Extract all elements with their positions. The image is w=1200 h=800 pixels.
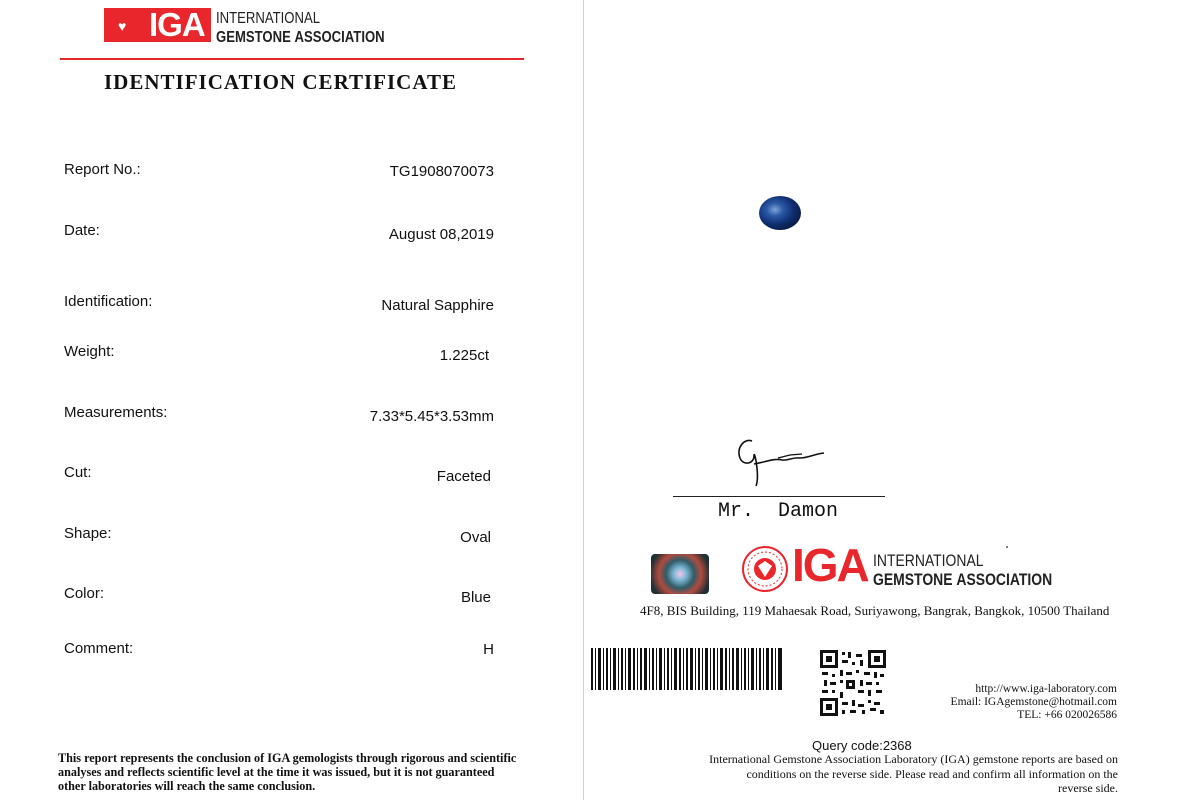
signatory-name: Mr. Damon <box>718 500 839 523</box>
diamond-icon: ♥ <box>118 18 127 34</box>
logo-name-association: ASSOCIATION <box>294 29 385 46</box>
report-notice <box>600 752 1118 796</box>
shape-label: Shape: <box>64 525 112 542</box>
disclaimer-line2-bold: analyses and reflects scientific level at the time it was issued, but it is not guaranteed <box>58 765 495 779</box>
notice-line2: conditions on the reverse side. Please read and confirm all information on the <box>746 766 1118 781</box>
iga-seal-icon <box>741 545 789 593</box>
measurements-label: Measurements: <box>64 404 168 421</box>
report-no-label: Report No.: <box>64 161 141 178</box>
logo-name-line2 <box>216 28 385 47</box>
iga-logo-mark-large: IGA <box>792 539 868 591</box>
email-text: Email: IGAgemstone@hotmail.com <box>950 696 1117 708</box>
date-value: August 08,2019 <box>388 226 494 243</box>
weight-value: 1.225ct <box>439 347 489 364</box>
cut-value: Faceted <box>436 468 491 485</box>
disclaimer-line1-bold: This report represents <box>58 751 174 765</box>
logo-name-gemstone: GEMSTONE <box>216 29 291 46</box>
identification-label: Identification: <box>64 293 153 310</box>
disclaimer-text <box>58 751 528 793</box>
disclaimer-line3 <box>58 779 528 793</box>
logo-mark: IGA <box>149 6 205 43</box>
print-speck <box>1006 546 1008 548</box>
hologram-sticker <box>651 554 709 594</box>
header-divider <box>60 58 524 60</box>
logo-association-name <box>216 9 385 47</box>
measurements-value: 7.33*5.45*3.53mm <box>369 408 494 425</box>
shape-value: Oval <box>460 529 491 546</box>
signature-line <box>673 496 885 497</box>
page-divider <box>583 0 584 800</box>
disclaimer-line2 <box>58 765 528 779</box>
contact-block <box>951 683 1117 722</box>
comment-label: Comment: <box>64 640 134 657</box>
cut-label: Cut: <box>64 464 92 481</box>
signature-icon <box>730 436 830 488</box>
comment-value: H <box>483 641 494 658</box>
report-no-value: TG1908070073 <box>389 163 494 180</box>
color-label: Color: <box>64 585 105 602</box>
website-text: http://www.iga-laboratory.com <box>975 683 1117 695</box>
tel-text: TEL: +66 020026586 <box>1017 709 1117 721</box>
lab-address: 4F8, BIS Building, 119 Mahaesak Road, Suriyawong, Bangrak, Bangkok, 10500 Thailand <box>640 603 1110 618</box>
logo-name-right-line1: INTERNATIONAL <box>873 551 984 570</box>
identification-value: Natural Sapphire <box>381 297 494 314</box>
date-label: Date: <box>64 222 100 239</box>
logo-name-line1: INTERNATIONAL <box>216 10 320 27</box>
iga-logo-badge <box>104 8 211 42</box>
color-value: Blue <box>460 589 491 606</box>
certificate-title: IDENTIFICATION CERTIFICATE <box>104 70 457 94</box>
qr-code-icon <box>820 650 886 716</box>
notice-line1: International Gemstone Association Laboratory (IGA) gemstone reports are based on <box>709 752 1118 766</box>
logo-name-right-gemstone: GEMSTONE <box>873 570 953 589</box>
weight-label: Weight: <box>64 343 115 360</box>
barcode-icon <box>591 648 782 690</box>
disclaimer-line3-bold: other laboratories will reach the same conclusion. <box>58 779 316 793</box>
logo-name-right-association: ASSOCIATION <box>956 570 1053 589</box>
logo-association-name-right <box>873 551 1052 589</box>
disclaimer-line1-rest: the conclusion of IGA gemologists through rigorous and scientific <box>173 751 517 765</box>
query-code: Query code:2368 <box>812 738 912 753</box>
notice-line3: reverse side. <box>1058 781 1118 795</box>
logo-name-right-line2 <box>873 570 1052 589</box>
disclaimer-line1 <box>58 751 528 765</box>
sapphire-photo <box>759 196 801 230</box>
